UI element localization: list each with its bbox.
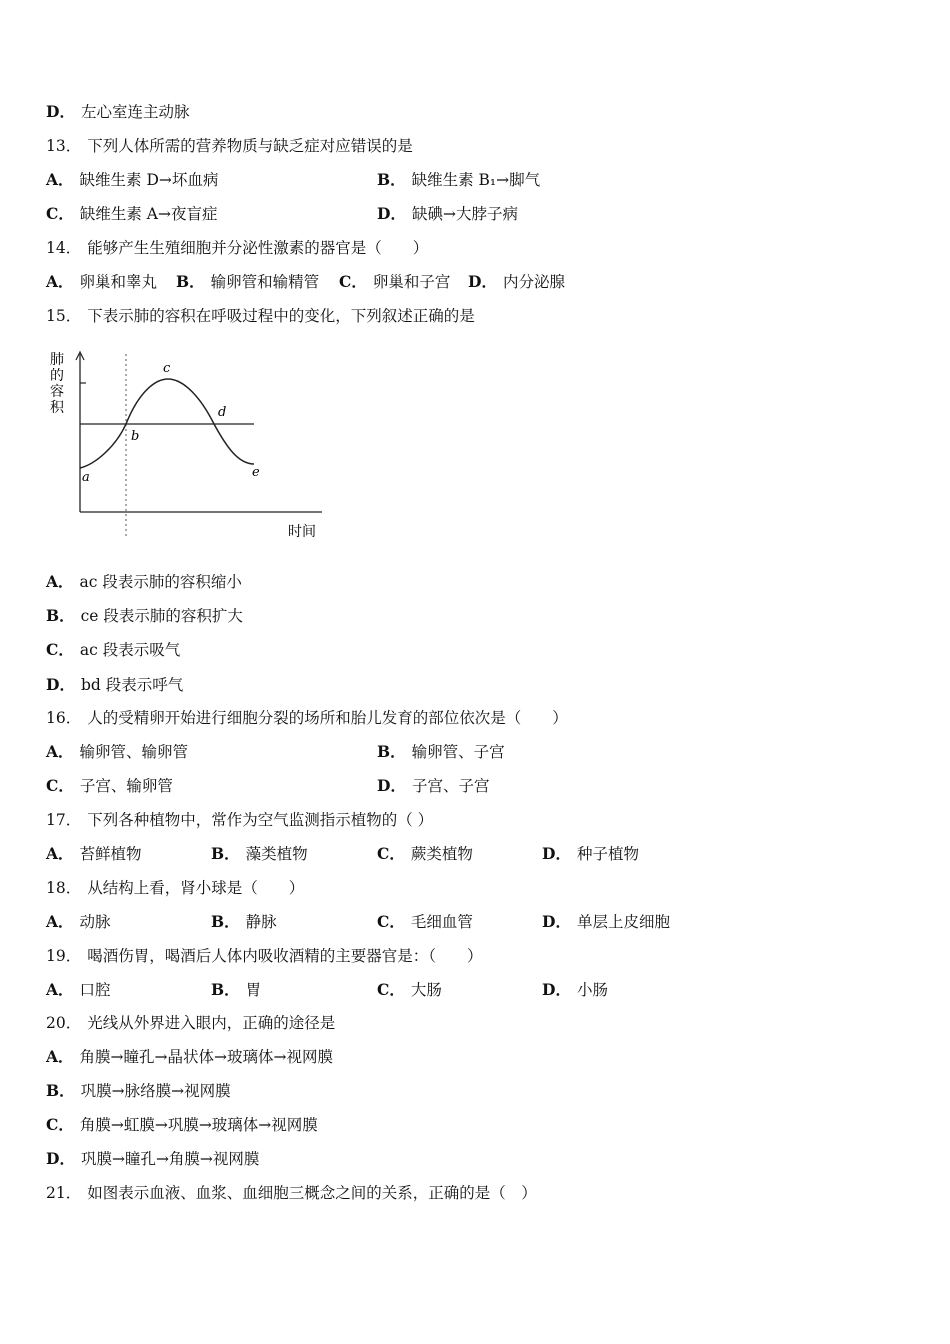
option-label: B． <box>211 912 240 931</box>
option-text: 苔鲜植物 <box>79 845 142 863</box>
y-label-char-4: 积 <box>50 400 64 416</box>
option-text: 静脉 <box>245 913 277 931</box>
q14-option-b <box>176 272 319 292</box>
q20-option-b <box>46 1081 231 1101</box>
point-label-c: c <box>163 361 171 376</box>
option-text: 小肠 <box>576 981 608 999</box>
y-label-char-1: 肺 <box>50 352 64 368</box>
option-label: B． <box>46 1081 75 1100</box>
option-text: 左心室连主动脉 <box>80 103 190 121</box>
option-text: 动脉 <box>79 913 111 931</box>
option-label: C． <box>46 204 74 223</box>
option-label: D． <box>46 102 75 121</box>
option-text: 毛细血管 <box>410 913 473 931</box>
option-text: 口腔 <box>79 981 111 999</box>
option-text: ac 段表示吸气 <box>79 641 181 659</box>
option-label: D． <box>468 272 497 291</box>
option-label: D． <box>377 204 406 223</box>
option-text: 大肠 <box>410 981 442 999</box>
option-label: D． <box>46 1149 75 1168</box>
q13-option-c <box>46 204 217 224</box>
y-label-char-2: 的 <box>50 368 64 384</box>
option-text: 缺维生素 B₁→脚气 <box>411 171 541 189</box>
option-label: A． <box>46 170 74 189</box>
option-text: 子宫、子宫 <box>411 777 490 795</box>
q18-option-d <box>542 912 670 932</box>
option-label: A． <box>46 912 74 931</box>
q20-option-a <box>46 1047 333 1067</box>
option-text: 角膜→虹膜→巩膜→玻璃体→视网膜 <box>79 1116 318 1134</box>
question-text: 能够产生生殖细胞并分泌性激素的器官是（ ） <box>87 239 429 257</box>
question-number: 14． <box>46 239 82 257</box>
option-label: D． <box>377 776 406 795</box>
option-label: C． <box>46 640 74 659</box>
option-text: 胃 <box>245 981 262 999</box>
question-number: 20． <box>46 1014 82 1032</box>
question-text: 喝酒伤胃，喝酒后人体内吸收酒精的主要器官是：（ ） <box>87 947 483 965</box>
question-text: 光线从外界进入眼内，正确的途径是 <box>87 1014 336 1032</box>
question-number: 17． <box>46 811 82 829</box>
option-text: 缺维生素 A→夜盲症 <box>79 205 218 223</box>
option-text: 输卵管、子宫 <box>411 743 505 761</box>
question-text: 下列各种植物中，常作为空气监测指示植物的（ ） <box>87 811 434 829</box>
q16-option-b <box>377 742 505 762</box>
option-label: C． <box>46 776 74 795</box>
q19-option-a <box>46 980 111 1000</box>
q17-stem <box>46 810 433 830</box>
q17-option-a <box>46 844 142 864</box>
option-text: 子宫、输卵管 <box>79 777 173 795</box>
q15-stem <box>46 306 475 326</box>
option-label: A． <box>46 272 74 291</box>
question-text: 下表示肺的容积在呼吸过程中的变化，下列叙述正确的是 <box>87 307 475 325</box>
option-label: B． <box>377 742 406 761</box>
question-number: 21． <box>46 1184 82 1202</box>
option-label: A． <box>46 572 74 591</box>
question-number: 18． <box>46 879 82 897</box>
option-label: C． <box>339 272 367 291</box>
option-text: 单层上皮细胞 <box>576 913 670 931</box>
option-text: 巩膜→脉络膜→视网膜 <box>80 1082 231 1100</box>
option-text: 输卵管、输卵管 <box>79 743 189 761</box>
option-label: B． <box>377 170 406 189</box>
option-label: A． <box>46 1047 74 1066</box>
option-text: 藻类植物 <box>245 845 308 863</box>
q16-stem <box>46 708 568 728</box>
option-label: C． <box>46 1115 74 1134</box>
q17-option-c <box>377 844 473 864</box>
question-text: 如图表示血液、血浆、血细胞三概念之间的关系，正确的是（ ） <box>87 1184 537 1202</box>
question-text: 下列人体所需的营养物质与缺乏症对应错误的是 <box>87 137 413 155</box>
question-text: 人的受精卵开始进行细胞分裂的场所和胎儿发育的部位依次是（ ） <box>87 709 568 727</box>
question-text: 从结构上看，肾小球是（ ） <box>87 879 305 897</box>
q14-option-d <box>468 272 565 292</box>
q15-option-c <box>46 640 180 660</box>
q15-option-d <box>46 675 183 695</box>
option-text: 蕨类植物 <box>410 845 473 863</box>
option-label: C． <box>377 980 405 999</box>
option-text: bd 段表示呼气 <box>80 676 184 694</box>
option-text: ac 段表示肺的容积缩小 <box>79 573 242 591</box>
q12-option-d <box>46 102 189 122</box>
option-text: 缺碘→大脖子病 <box>411 205 518 223</box>
q18-option-c <box>377 912 473 932</box>
q15-option-a <box>46 572 242 592</box>
option-label: D． <box>542 844 571 863</box>
q14-option-a <box>46 272 157 292</box>
option-label: A． <box>46 742 74 761</box>
point-label-a: a <box>82 470 90 485</box>
q13-option-b <box>377 170 540 190</box>
option-label: C． <box>377 844 405 863</box>
q19-option-c <box>377 980 442 1000</box>
q13-option-d <box>377 204 518 224</box>
y-label-char-3: 容 <box>50 384 64 400</box>
option-label: C． <box>377 912 405 931</box>
option-text: 种子植物 <box>576 845 639 863</box>
q17-option-b <box>211 844 308 864</box>
option-label: B． <box>211 844 240 863</box>
q17-option-d <box>542 844 639 864</box>
q19-stem <box>46 946 483 966</box>
option-label: D． <box>542 912 571 931</box>
option-text: 内分泌腺 <box>502 273 565 291</box>
q19-option-b <box>211 980 261 1000</box>
option-label: D． <box>46 675 75 694</box>
option-label: B． <box>176 272 205 291</box>
option-label: A． <box>46 844 74 863</box>
q13-option-a <box>46 170 218 190</box>
q18-stem <box>46 878 304 898</box>
point-label-d: d <box>218 405 227 420</box>
option-text: ce 段表示肺的容积扩大 <box>80 607 243 625</box>
q18-option-a <box>46 912 111 932</box>
x-axis-label: 时间 <box>288 524 316 540</box>
q20-stem <box>46 1013 335 1033</box>
option-label: B． <box>211 980 240 999</box>
lung-volume-graph <box>46 346 336 546</box>
option-text: 巩膜→瞳孔→角膜→视网膜 <box>80 1150 260 1168</box>
option-text: 输卵管和输精管 <box>210 273 320 291</box>
q19-option-d <box>542 980 608 1000</box>
option-text: 缺维生素 D→坏血病 <box>79 171 219 189</box>
question-number: 15． <box>46 307 82 325</box>
q18-option-b <box>211 912 277 932</box>
q20-option-d <box>46 1149 259 1169</box>
q14-stem <box>46 238 428 258</box>
option-label: B． <box>46 606 75 625</box>
point-label-b: b <box>131 429 140 444</box>
option-label: A． <box>46 980 74 999</box>
option-text: 卵巢和睾丸 <box>79 273 158 291</box>
q16-option-c <box>46 776 173 796</box>
question-number: 19． <box>46 947 82 965</box>
q14-option-c <box>339 272 450 292</box>
q16-option-d <box>377 776 489 796</box>
point-label-e: e <box>252 465 260 480</box>
option-label: D． <box>542 980 571 999</box>
question-number: 16． <box>46 709 82 727</box>
q21-stem <box>46 1183 537 1203</box>
q13-stem <box>46 136 413 156</box>
q20-option-c <box>46 1115 318 1135</box>
q16-option-a <box>46 742 188 762</box>
option-text: 卵巢和子宫 <box>372 273 451 291</box>
question-number: 13． <box>46 137 82 155</box>
q15-option-b <box>46 606 243 626</box>
option-text: 角膜→瞳孔→晶状体→玻璃体→视网膜 <box>79 1048 333 1066</box>
